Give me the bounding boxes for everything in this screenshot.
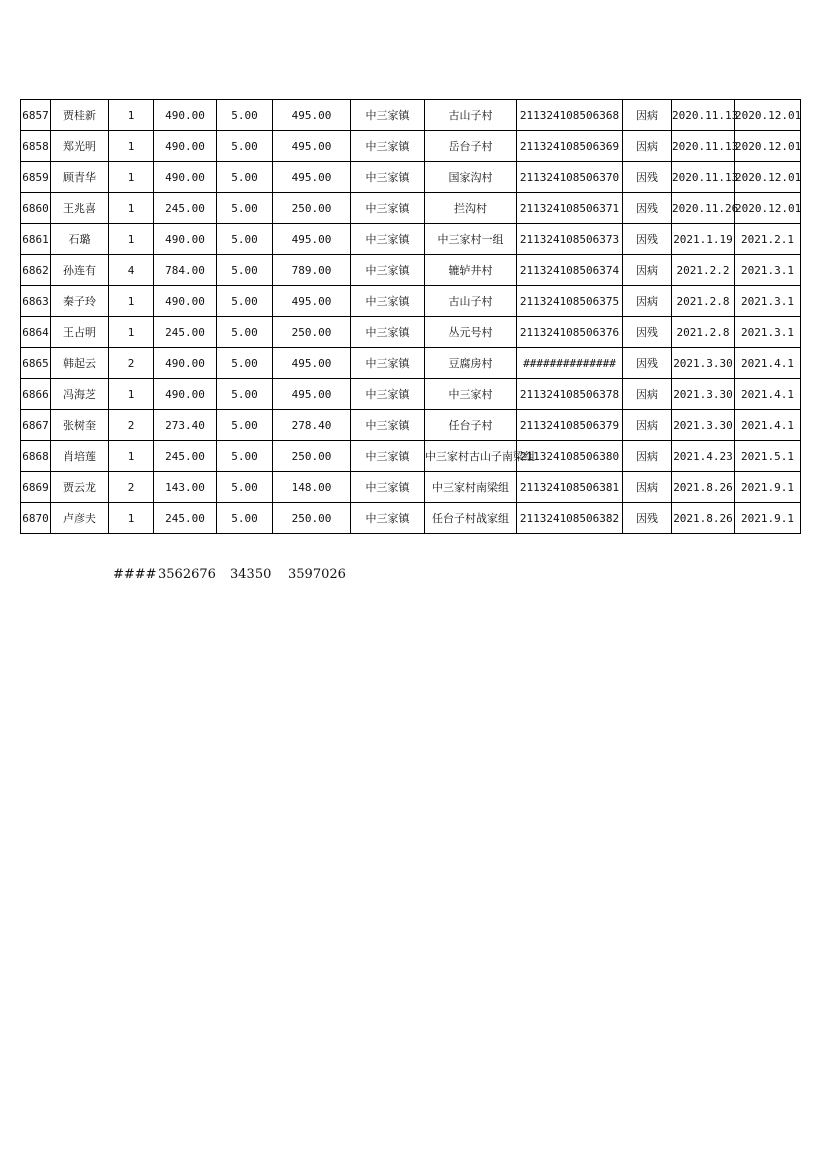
cell-start-date: 2021.3.30 [672,410,735,441]
cell-village: 中三家村南梁组 [425,472,517,503]
cell-village: 任台子村 [425,410,517,441]
cell-amount: 490.00 [154,100,217,131]
cell-start-date: 2021.3.30 [672,379,735,410]
cell-household-count: 1 [109,193,154,224]
cell-amount: 245.00 [154,317,217,348]
cell-row-number: 6861 [21,224,51,255]
cell-amount: 490.00 [154,379,217,410]
cell-row-number: 6868 [21,441,51,472]
cell-town: 中三家镇 [351,255,425,286]
cell-name: 王兆喜 [51,193,109,224]
cell-reason: 因病 [623,410,672,441]
cell-name: 贾桂新 [51,100,109,131]
cell-fee: 5.00 [217,193,273,224]
cell-end-date: 2021.3.1 [735,255,801,286]
cell-town: 中三家镇 [351,410,425,441]
cell-village: 中三家村古山子南梁组 [425,441,517,472]
cell-reason: 因残 [623,348,672,379]
cell-row-number: 6869 [21,472,51,503]
cell-town: 中三家镇 [351,348,425,379]
cell-village: 岳台子村 [425,131,517,162]
cell-end-date: 2021.4.1 [735,348,801,379]
total-fee: 34350 [230,567,272,582]
cell-end-date: 2021.3.1 [735,286,801,317]
cell-row-number: 6860 [21,193,51,224]
cell-village: 辘轳井村 [425,255,517,286]
cell-total: 495.00 [273,379,351,410]
cell-start-date: 2021.2.8 [672,286,735,317]
cell-reason: 因残 [623,224,672,255]
cell-start-date: 2020.11.13 [672,131,735,162]
cell-fee: 5.00 [217,441,273,472]
cell-id-number: 211324108506374 [517,255,623,286]
cell-amount: 245.00 [154,193,217,224]
cell-end-date: 2020.12.01 [735,193,801,224]
cell-start-date: 2020.11.26 [672,193,735,224]
cell-village: 任台子村战家组 [425,503,517,534]
cell-end-date: 2021.9.1 [735,503,801,534]
cell-id-number: 211324108506375 [517,286,623,317]
spreadsheet-table-region [20,99,802,564]
table-row [21,100,801,131]
cell-town: 中三家镇 [351,100,425,131]
table-row [21,286,801,317]
cell-id-number: 211324108506379 [517,410,623,441]
cell-id-number: 211324108506370 [517,162,623,193]
table-row [21,162,801,193]
cell-row-number: 6859 [21,162,51,193]
cell-total: 148.00 [273,472,351,503]
cell-household-count: 4 [109,255,154,286]
table-row [21,131,801,162]
table-row [21,472,801,503]
cell-reason: 因病 [623,100,672,131]
cell-household-count: 1 [109,162,154,193]
cell-fee: 5.00 [217,503,273,534]
cell-household-count: 2 [109,410,154,441]
cell-row-number: 6866 [21,379,51,410]
cell-fee: 5.00 [217,317,273,348]
cell-reason: 因残 [623,162,672,193]
cell-reason: 因病 [623,441,672,472]
cell-village: 拦沟村 [425,193,517,224]
cell-reason: 因病 [623,255,672,286]
cell-village: 中三家村 [425,379,517,410]
cell-total: 250.00 [273,441,351,472]
cell-village: 丛元号村 [425,317,517,348]
cell-total: 495.00 [273,162,351,193]
cell-row-number: 6865 [21,348,51,379]
cell-fee: 5.00 [217,224,273,255]
cell-town: 中三家镇 [351,441,425,472]
cell-amount: 490.00 [154,348,217,379]
cell-end-date: 2020.12.01 [735,131,801,162]
cell-household-count: 1 [109,503,154,534]
cell-end-date: 2021.4.1 [735,379,801,410]
data-table [20,99,801,534]
cell-name: 顾青华 [51,162,109,193]
cell-amount: 245.00 [154,503,217,534]
total-sum: 3597026 [288,567,346,582]
table-row [21,503,801,534]
cell-total: 278.40 [273,410,351,441]
cell-reason: 因病 [623,286,672,317]
cell-town: 中三家镇 [351,286,425,317]
cell-end-date: 2021.2.1 [735,224,801,255]
cell-id-number: 211324108506382 [517,503,623,534]
cell-name: 卢彦夫 [51,503,109,534]
cell-amount: 490.00 [154,286,217,317]
cell-name: 王占明 [51,317,109,348]
totals-row [0,567,827,585]
cell-total: 495.00 [273,224,351,255]
cell-total: 250.00 [273,503,351,534]
cell-start-date: 2021.3.30 [672,348,735,379]
cell-start-date: 2021.1.19 [672,224,735,255]
cell-reason: 因病 [623,131,672,162]
cell-fee: 5.00 [217,286,273,317]
cell-id-number: 211324108506368 [517,100,623,131]
cell-end-date: 2021.9.1 [735,472,801,503]
cell-amount: 273.40 [154,410,217,441]
cell-id-number: 211324108506369 [517,131,623,162]
cell-total: 495.00 [273,131,351,162]
cell-village: 古山子村 [425,286,517,317]
cell-household-count: 1 [109,100,154,131]
cell-end-date: 2020.12.01 [735,162,801,193]
cell-name: 石璐 [51,224,109,255]
cell-reason: 因残 [623,503,672,534]
cell-town: 中三家镇 [351,224,425,255]
cell-total: 250.00 [273,193,351,224]
table-row [21,224,801,255]
cell-amount: 245.00 [154,441,217,472]
cell-id-number: 211324108506373 [517,224,623,255]
table-row [21,255,801,286]
cell-start-date: 2021.4.23 [672,441,735,472]
cell-total: 789.00 [273,255,351,286]
cell-start-date: 2021.2.8 [672,317,735,348]
cell-fee: 5.00 [217,131,273,162]
cell-row-number: 6867 [21,410,51,441]
table-row [21,410,801,441]
cell-start-date: 2021.8.26 [672,472,735,503]
table-row [21,193,801,224]
cell-start-date: 2021.8.26 [672,503,735,534]
cell-row-number: 6858 [21,131,51,162]
cell-row-number: 6862 [21,255,51,286]
cell-id-number: 211324108506376 [517,317,623,348]
cell-name: 孙连有 [51,255,109,286]
cell-reason: 因残 [623,193,672,224]
cell-end-date: 2020.12.01 [735,100,801,131]
cell-end-date: 2021.3.1 [735,317,801,348]
cell-household-count: 1 [109,379,154,410]
cell-id-number: 211324108506380 [517,441,623,472]
cell-start-date: 2020.11.13 [672,162,735,193]
cell-end-date: 2021.4.1 [735,410,801,441]
cell-row-number: 6863 [21,286,51,317]
cell-name: 张树奎 [51,410,109,441]
table-row [21,379,801,410]
cell-fee: 5.00 [217,162,273,193]
cell-amount: 490.00 [154,131,217,162]
cell-start-date: 2020.11.13 [672,100,735,131]
cell-name: 秦子玲 [51,286,109,317]
cell-row-number: 6857 [21,100,51,131]
cell-reason: 因残 [623,317,672,348]
cell-village: 豆腐房村 [425,348,517,379]
cell-village: 古山子村 [425,100,517,131]
cell-id-number: 211324108506371 [517,193,623,224]
cell-fee: 5.00 [217,472,273,503]
cell-name: 贾云龙 [51,472,109,503]
cell-town: 中三家镇 [351,317,425,348]
cell-fee: 5.00 [217,100,273,131]
cell-start-date: 2021.2.2 [672,255,735,286]
cell-town: 中三家镇 [351,472,425,503]
table-row [21,317,801,348]
cell-name: 肖培莲 [51,441,109,472]
cell-fee: 5.00 [217,379,273,410]
table-row [21,348,801,379]
cell-row-number: 6870 [21,503,51,534]
table-body [21,100,801,534]
cell-household-count: 1 [109,131,154,162]
cell-total: 250.00 [273,317,351,348]
cell-town: 中三家镇 [351,162,425,193]
cell-fee: 5.00 [217,410,273,441]
cell-village: 国家沟村 [425,162,517,193]
cell-household-count: 1 [109,441,154,472]
cell-household-count: 2 [109,472,154,503]
total-amount: 3562676 [158,567,216,582]
cell-town: 中三家镇 [351,503,425,534]
total-count: #### [113,567,157,582]
cell-reason: 因病 [623,472,672,503]
cell-household-count: 1 [109,317,154,348]
cell-household-count: 1 [109,224,154,255]
cell-row-number: 6864 [21,317,51,348]
cell-name: 韩起云 [51,348,109,379]
cell-town: 中三家镇 [351,131,425,162]
cell-town: 中三家镇 [351,193,425,224]
cell-id-number: 211324108506381 [517,472,623,503]
cell-amount: 490.00 [154,162,217,193]
cell-end-date: 2021.5.1 [735,441,801,472]
cell-name: 郑光明 [51,131,109,162]
cell-name: 冯海芝 [51,379,109,410]
cell-reason: 因病 [623,379,672,410]
table-row [21,441,801,472]
cell-household-count: 1 [109,286,154,317]
cell-town: 中三家镇 [351,379,425,410]
cell-amount: 143.00 [154,472,217,503]
cell-amount: 784.00 [154,255,217,286]
cell-id-number: ############## [517,348,623,379]
cell-fee: 5.00 [217,348,273,379]
cell-total: 495.00 [273,286,351,317]
cell-id-number: 211324108506378 [517,379,623,410]
cell-fee: 5.00 [217,255,273,286]
cell-amount: 490.00 [154,224,217,255]
cell-village: 中三家村一组 [425,224,517,255]
cell-total: 495.00 [273,100,351,131]
cell-household-count: 2 [109,348,154,379]
cell-total: 495.00 [273,348,351,379]
